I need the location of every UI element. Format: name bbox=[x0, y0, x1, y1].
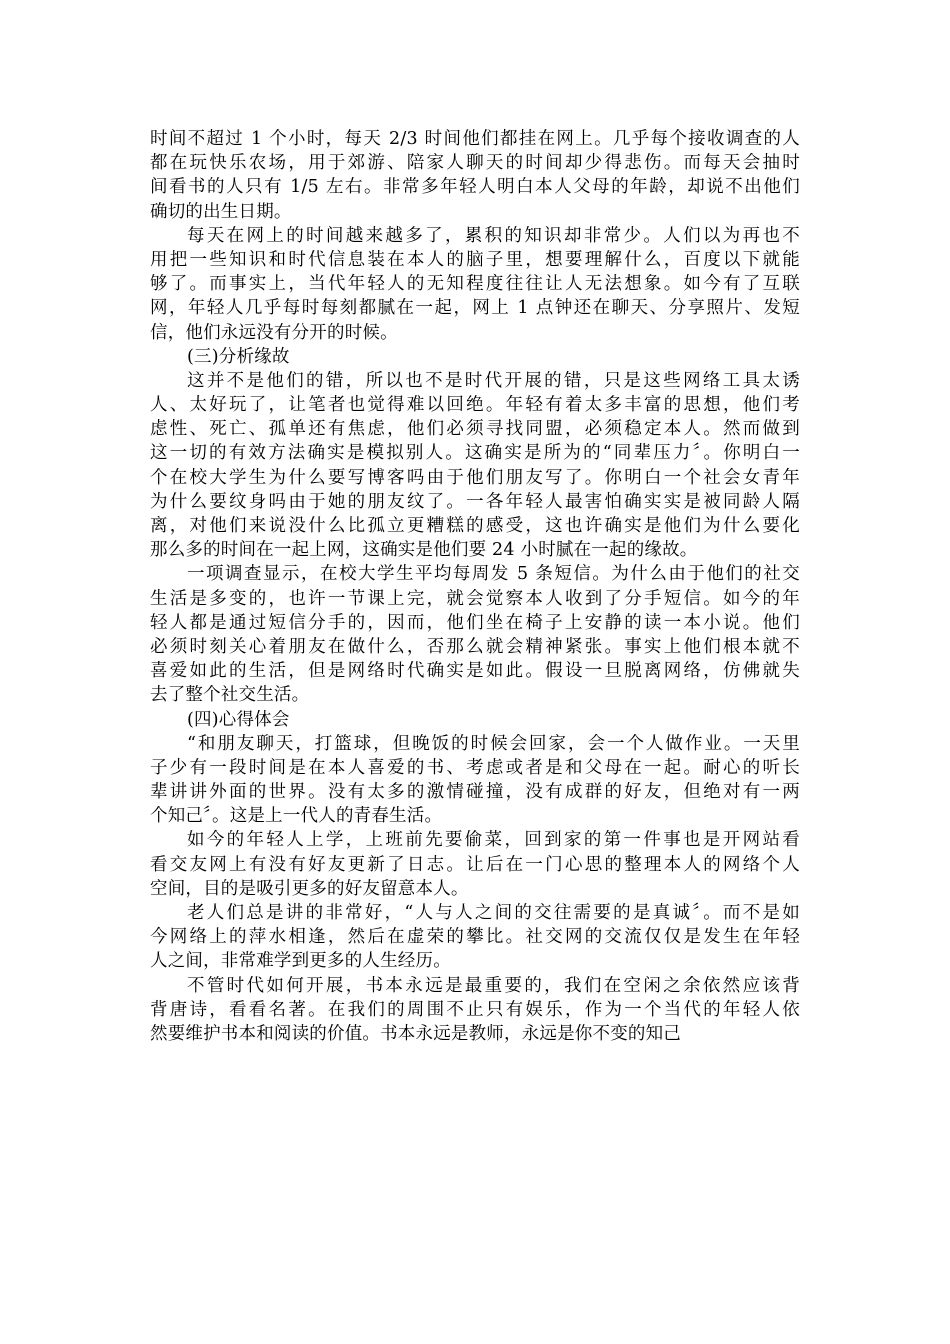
text-line: 生活是多变的，也许一节课上完，就会觉察本人收到了分手短信。如今的年 bbox=[150, 588, 800, 609]
text-line: 今网络上的萍水相逢，然后在虚荣的攀比。社交网的交流仅仅是发生在年轻 bbox=[150, 927, 800, 948]
document-page bbox=[150, 127, 800, 1046]
text-line: 虑性、死亡、孤单还有焦虑，他们必须寻找同盟，必须稳定本人。然而做到 bbox=[150, 419, 800, 440]
text-line: 必须时刻关心着朋友在做什么，否那么就会精神紧张。事实上他们根本就不 bbox=[150, 636, 800, 657]
text-line: 个知己〞。这是上一代人的青春生活。 bbox=[150, 806, 443, 827]
text-line: 这一切的有效方法确实是模拟别人。这确实是所为的“同辈压力〞。你明白一 bbox=[150, 443, 800, 464]
text-line: 如今的年轻人上学，上班前先要偷菜，回到家的第一件事也是开网站看 bbox=[187, 830, 800, 851]
text-line: 子少有一段时间是在本人喜爱的书、考虑或者是和父母在一起。耐心的听长 bbox=[150, 757, 800, 778]
text-line: 确切的出生日期。 bbox=[150, 201, 292, 222]
text-line: 这并不是他们的错，所以也不是时代开展的错，只是这些网络工具太诱 bbox=[187, 370, 800, 391]
text-line: 够了。而事实上，当代年轻人的无知程度往往让人无法想象。如今有了互联 bbox=[150, 274, 800, 295]
text-line: 背唐诗，看看名著。在我们的周围不止只有娱乐，作为一个当代的年轻人依 bbox=[150, 999, 800, 1020]
text-line: (三)分析缘故 bbox=[187, 346, 290, 367]
text-line: “和朋友聊天，打篮球，但晚饭的时候会回家，会一个人做作业。一天里 bbox=[187, 733, 800, 754]
text-line: 去了整个社交生活。 bbox=[150, 685, 310, 706]
text-line: 每天在网上的时间越来越多了，累积的知识却非常少。人们以为再也不 bbox=[187, 225, 800, 246]
text-line: 然要维护书本和阅读的价值。书本永远是教师，永远是你不变的知己 bbox=[150, 1023, 681, 1044]
text-line: (四)心得体会 bbox=[187, 709, 290, 730]
text-line: 个在校大学生为什么要写博客吗由于他们朋友写了。你明白一个社会女青年 bbox=[150, 467, 800, 488]
text-line: 时间不超过 1 个小时，每天 2/3 时间他们都挂在网上。几乎每个接收调查的人 bbox=[150, 129, 800, 149]
text-line: 间看书的人只有 1/5 左右。非常多年轻人明白本人父母的年龄，却说不出他们 bbox=[150, 177, 800, 198]
text-line: 喜爱如此的生活，但是网络时代确实是如此。假设一旦脱离网络，仿佛就失 bbox=[150, 661, 800, 682]
text-line: 看交友网上有没有好友更新了日志。让后在一门心思的整理本人的网络个人 bbox=[150, 854, 800, 875]
text-line: 人、太好玩了，让笔者也觉得难以回绝。年轻有着太多丰富的思想，他们考 bbox=[150, 395, 800, 416]
text-line: 离，对他们来说没什么比孤立更糟糕的感受，这也许确实是他们为什么要化 bbox=[150, 516, 800, 536]
text-line: 辈讲讲外面的世界。没有太多的激情碰撞，没有成群的好友，但绝对有一两 bbox=[150, 782, 800, 803]
text-line: 人之间，非常难学到更多的人生经历。 bbox=[150, 951, 451, 972]
text-line: 都在玩快乐农场，用于郊游、陪家人聊天的时间却少得悲伤。而每天会抽时 bbox=[150, 153, 800, 174]
text-line: 信，他们永远没有分开的时候。 bbox=[150, 322, 398, 343]
text-line: 空间，目的是吸引更多的好友留意本人。 bbox=[150, 878, 469, 899]
text-line: 为什么要纹身吗由于她的朋友纹了。一各年轻人最害怕确实实是被同龄人隔 bbox=[150, 491, 800, 512]
text-line: 一项调查显示，在校大学生平均每周发 5 条短信。为什么由于他们的社交 bbox=[187, 564, 800, 585]
text-line: 老人们总是讲的非常好，“人与人之间的交往需要的是真诚〞。而不是如 bbox=[187, 903, 800, 923]
text-line: 不管时代如何开展，书本永远是最重要的，我们在空闲之余依然应该背 bbox=[187, 975, 800, 996]
text-line: 用把一些知识和时代信息装在本人的脑子里，想要理解什么，百度以下就能 bbox=[150, 249, 800, 270]
text-line: 网，年轻人几乎每时每刻都腻在一起，网上 1 点钟还在聊天、分享照片、发短 bbox=[150, 298, 800, 319]
text-line: 轻人都是通过短信分手的，因而，他们坐在椅子上安静的读一本小说。他们 bbox=[150, 612, 800, 633]
text-line: 那么多的时间在一起上网，这确实是他们要 24 小时腻在一起的缘故。 bbox=[150, 540, 698, 561]
